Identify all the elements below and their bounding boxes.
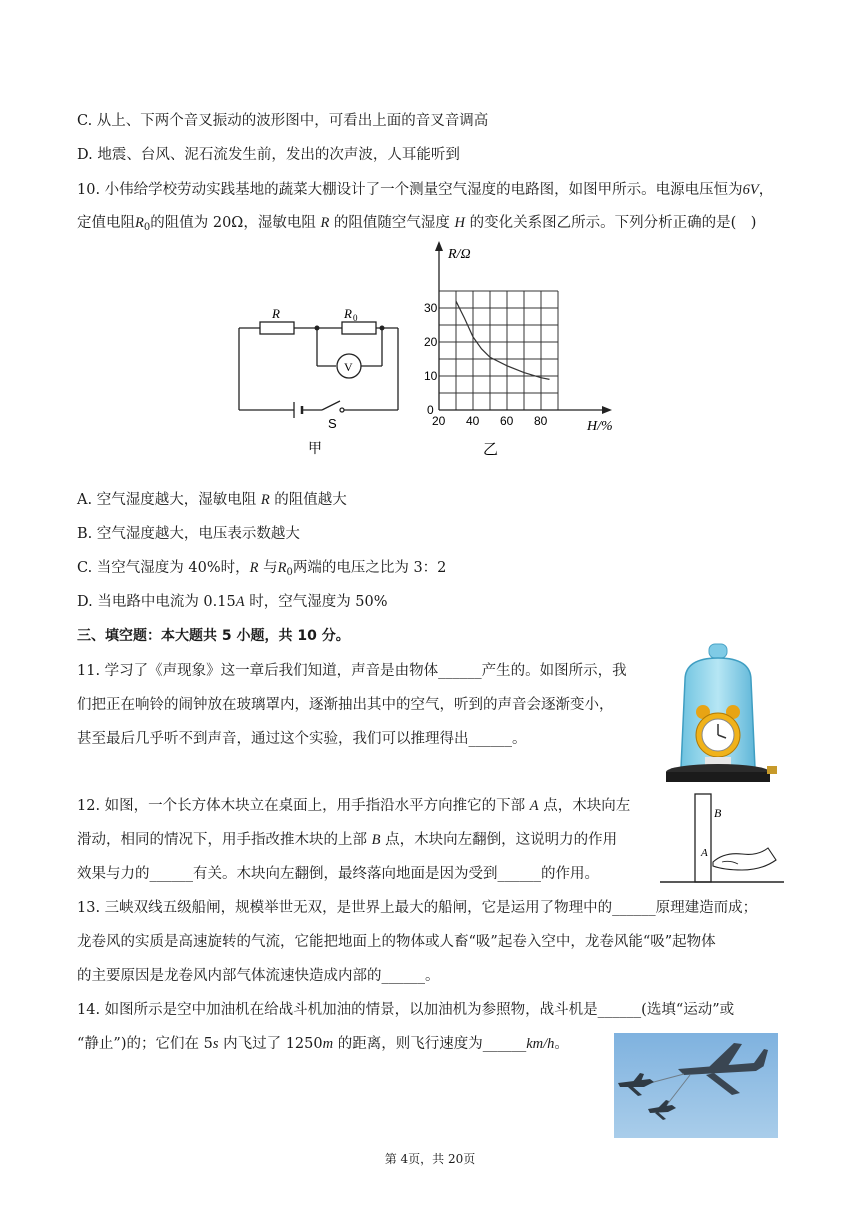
- q12-line1: 12. 如图，一个长方体木块立在桌面上，用手指沿水平方向推它的下部 A 点，木块向左: [77, 798, 631, 814]
- x-axis-arrow: [602, 406, 612, 414]
- series-line: [456, 301, 550, 379]
- q10-option-c: C. 当空气湿度为 40%时，R 与$R_0$两端的电压之比为 3：2: [77, 560, 447, 578]
- page-footer: 第 4页，共 20页: [384, 1152, 476, 1166]
- y-tick-10: 10: [424, 369, 438, 383]
- q13-line1: 13. 三峡双线五级船闸，规模举世无双，是世界上最大的船闸，它是运用了物理中的______原理建造而成；: [77, 900, 758, 916]
- jar-knob: [709, 644, 727, 658]
- hand-icon: [713, 848, 776, 870]
- q11-line1: 11. 学习了《声现象》这一章后我们知道，声音是由物体______产生的。如图所示，我: [77, 663, 627, 679]
- y-tick-0: 0: [427, 403, 434, 417]
- label-r0: R: [344, 306, 352, 321]
- y-tick-20: 20: [424, 335, 438, 349]
- valve: [767, 766, 777, 774]
- caption-yi: 乙: [483, 440, 499, 458]
- q10-option-d: D. 当电路中电流为 0.15A 时，空气湿度为 50%: [77, 594, 388, 610]
- q11-line3: 甚至最后几乎听不到声音，通过这个实验，我们可以推理得出______。: [77, 731, 527, 747]
- q11-line2: 们把正在响铃的闹钟放在玻璃罩内，逐渐抽出其中的空气，听到的声音会逐渐变小，: [77, 697, 614, 713]
- q10-option-b: B. 空气湿度越大，电压表示数越大: [77, 526, 300, 542]
- q9-option-d: D. 地震、台风、泥石流发生前，发出的次声波，人耳能听到: [77, 147, 460, 163]
- resistor-r: [260, 322, 294, 334]
- wood-block: [695, 794, 711, 882]
- y-axis-arrow: [435, 241, 443, 251]
- resistance-humidity-graph: [415, 238, 630, 463]
- label-v: V: [344, 360, 353, 374]
- label-s: S: [328, 416, 337, 431]
- x-tick-40: 40: [466, 414, 480, 428]
- caption-jia: 甲: [308, 441, 322, 457]
- x-axis-label: H/%: [587, 419, 613, 434]
- label-a: A: [701, 847, 708, 859]
- label-r0-sub: 0: [353, 313, 358, 323]
- section-3-header: 三、填空题：本大题共 5 小题，共 10 分。: [77, 628, 350, 644]
- q14-line2: “静止”)的；它们在 5s 内飞过了 1250m 的距离，则飞行速度为______km/h。: [77, 1036, 569, 1052]
- q9-option-c: C. 从上、下两个音叉振动的波形图中，可看出上面的音叉音调高: [77, 113, 489, 129]
- label-b: B: [714, 806, 722, 820]
- q14-line1: 14. 如图所示是空中加油机在给战斗机加油的情景，以加油机为参照物，战斗机是______(选填“运动”或: [77, 1002, 735, 1018]
- wood-block-figure: [658, 786, 788, 888]
- label-r: R: [272, 306, 280, 321]
- x-tick-80: 80: [534, 414, 548, 428]
- q10-stem-line1: 10. 小伟给学校劳动实践基地的蔬菜大棚设计了一个测量空气湿度的电路图，如图甲所示。电源电压恒为6V，: [77, 182, 774, 198]
- y-axis-label: R/Ω: [448, 247, 471, 262]
- q12-line3: 效果与力的______有关。木块向左翻倒，最终落向地面是因为受到______的作用。: [77, 866, 599, 882]
- air-refueling-photo: [614, 1033, 778, 1138]
- bell-jar-alarm-clock-image: [655, 640, 785, 790]
- x-tick-20: 20: [432, 414, 446, 428]
- q13-line3: 的主要原因是龙卷风内部气体流速快造成内部的______。: [77, 968, 440, 984]
- q10-stem-line2: 定值电阻$R_0$的阻值为 20Ω，湿敏电阻 R 的阻值随空气湿度 H 的变化关系图乙所示。下列分析正确的是( ): [77, 215, 757, 233]
- resistor-r0: [342, 322, 376, 334]
- y-tick-30: 30: [424, 301, 438, 315]
- x-tick-60: 60: [500, 414, 514, 428]
- circuit-diagram: [230, 300, 410, 460]
- q13-line2: 龙卷风的实质是高速旋转的气流，它能把地面上的物体或人畜“吸”起卷入空中，龙卷风能“吸”起物体: [77, 934, 716, 950]
- switch-s: [322, 401, 340, 410]
- q12-line2: 滑动，相同的情况下，用手指改推木块的上部 B 点，木块向左翻倒，这说明力的作用: [77, 832, 618, 848]
- q10-option-a: A. 空气湿度越大，湿敏电阻 R 的阻值越大: [77, 492, 347, 508]
